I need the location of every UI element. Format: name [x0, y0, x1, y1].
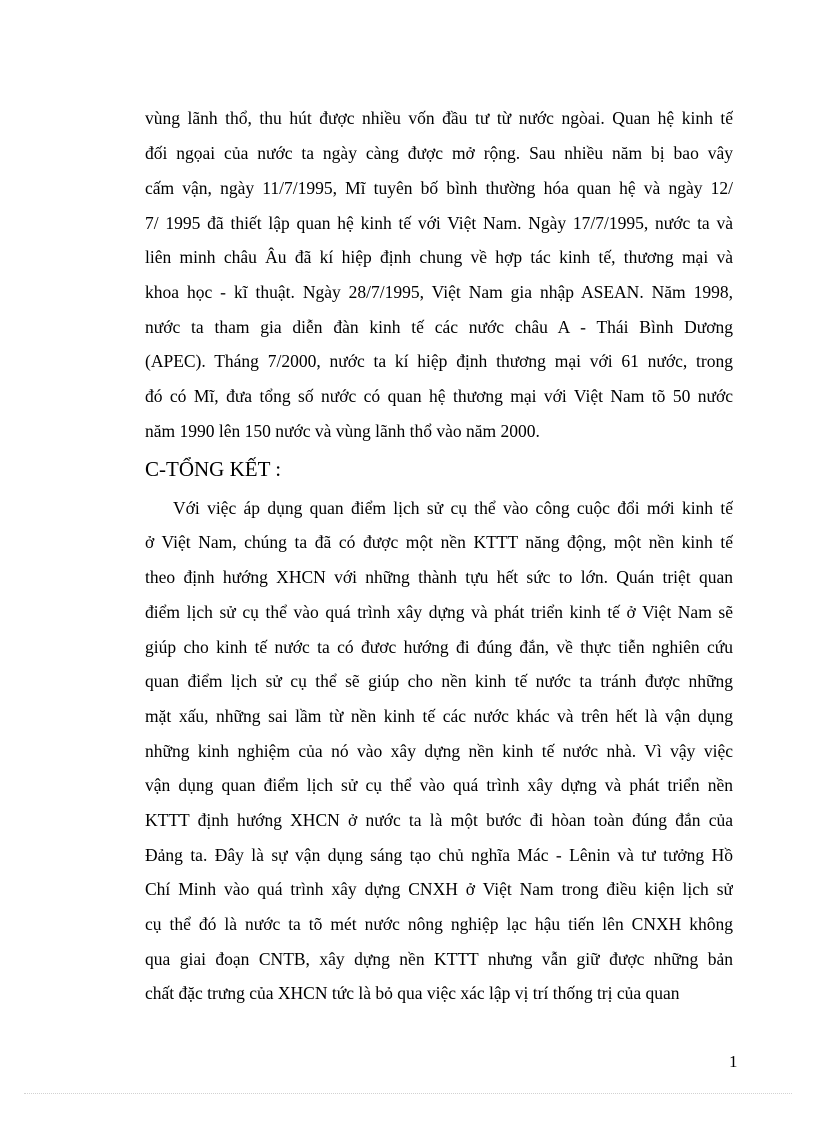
text-line: cụ thể đó là nước ta tõ mét nước nông nghiệp lạc hậu tiến lên CNXH không — [145, 914, 733, 934]
text-line: Chí Minh vào quá trình xây dựng CNXH ở Việt Nam trong điều kiện lịch sử — [145, 879, 733, 899]
text-line: Đảng ta. Đây là sự vận dụng sáng tạo chủ nghĩa Mác - Lênin và tư tưởng Hồ — [145, 845, 733, 865]
text-line: liên minh châu Âu đã kí hiệp định chung về hợp tác kinh tế, thương mại và — [145, 247, 733, 267]
text-line: quan điểm lịch sử cụ thể sẽ giúp cho nền kinh tế nước ta tránh được những — [145, 671, 733, 691]
text-line: mặt xấu, những sai lầm từ nền kinh tế các nước khác và trên hết là vận dụng — [145, 706, 733, 726]
text-line: đó có Mĩ, đưa tổng số nước có quan hệ thương mại với Việt Nam tõ 50 nước — [145, 386, 733, 406]
text-line: ở Việt Nam, chúng ta đã có được một nền KTTT năng động, một nền kinh tế — [145, 532, 733, 552]
section-heading: C-TỔNG KẾT : — [145, 457, 282, 481]
text-line: cấm vận, ngày 11/7/1995, Mĩ tuyên bố bình thường hóa quan hệ và ngày 12/ — [145, 178, 733, 198]
text-line: những kinh nghiệm của nó vào xây dựng nền kinh tế nước nhà. Vì vậy việc — [145, 741, 733, 761]
text-line: vận dụng quan điểm lịch sử cụ thể vào quá trình xây dựng và phát triển nền — [145, 775, 733, 795]
text-line: qua giai đoạn CNTB, xây dựng nền KTTT nhưng vẫn giữ được những bản — [145, 949, 733, 969]
text-line: 7/ 1995 đã thiết lập quan hệ kinh tế với Việt Nam. Ngày 17/7/1995, nước ta và — [145, 213, 733, 233]
page-bottom-rule — [24, 1093, 792, 1094]
text-line: vùng lãnh thổ, thu hút được nhiều vốn đầu tư từ nước ngòai. Quan hệ kinh tế — [145, 108, 733, 128]
text-line: chất đặc trưng của XHCN tức là bỏ qua việc xác lập vị trí thống trị của quan — [145, 983, 680, 1003]
text-line: giúp cho kinh tế nước ta có đươc hướng đi đúng đắn, về thực tiễn nghiên cứu — [145, 637, 733, 657]
text-line: (APEC). Tháng 7/2000, nước ta kí hiệp định thương mại với 61 nước, trong — [145, 351, 733, 371]
text-line: KTTT định hướng XHCN ở nước ta là một bước đi hòan toàn đúng đắn của — [145, 810, 733, 830]
text-line: đối ngọai của nước ta ngày càng được mở rộng. Sau nhiều năm bị bao vây — [145, 143, 733, 163]
text-line: nước ta tham gia diễn đàn kinh tế các nước châu A - Thái Bình Dương — [145, 317, 733, 337]
text-line: theo định hướng XHCN với những thành tựu hết sức to lớn. Quán triệt quan — [145, 567, 733, 587]
page-number: 1 — [729, 1052, 738, 1071]
text-line: Với việc áp dụng quan điểm lịch sử cụ thể vào công cuộc đổi mới kinh tế — [173, 498, 733, 518]
text-line: khoa học - kĩ thuật. Ngày 28/7/1995, Việt Nam gia nhập ASEAN. Năm 1998, — [145, 282, 733, 302]
text-line: năm 1990 lên 150 nước và vùng lãnh thổ vào năm 2000. — [145, 421, 540, 441]
text-line: điểm lịch sử cụ thể vào quá trình xây dựng và phát triển kinh tế ở Việt Nam sẽ — [145, 602, 733, 622]
